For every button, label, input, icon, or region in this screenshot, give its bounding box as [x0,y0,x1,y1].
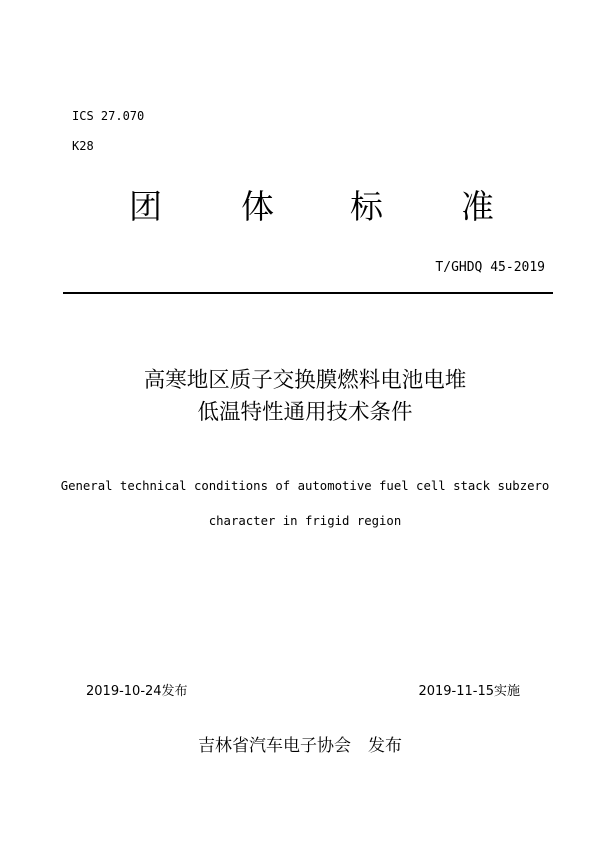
title-en-line-2: character in frigid region [208,514,402,528]
issue-date: 2019-10-24发布 [86,684,188,699]
classification-code: K28 [72,139,94,153]
title-cn-line-1: 高寒地区质子交换膜燃料电池电堆 [143,368,467,393]
standard-type-char: 团 [129,187,162,226]
standard-code: T/GHDQ 45-2019 [435,260,545,275]
publisher: 吉林省汽车电子协会 发布 [198,736,402,756]
title-en-line-1: General technical conditions of automotive fuel cell stack subzero [60,479,550,493]
effective-date: 2019-11-15实施 [418,684,520,699]
ics-number: ICS 27.070 [72,109,145,123]
title-cn-line-2: 低温特性通用技术条件 [197,400,413,425]
header-divider [63,292,553,294]
standard-type-char: 标 [350,187,383,226]
standard-type-char: 体 [241,187,274,226]
standard-type-char: 准 [461,187,494,226]
